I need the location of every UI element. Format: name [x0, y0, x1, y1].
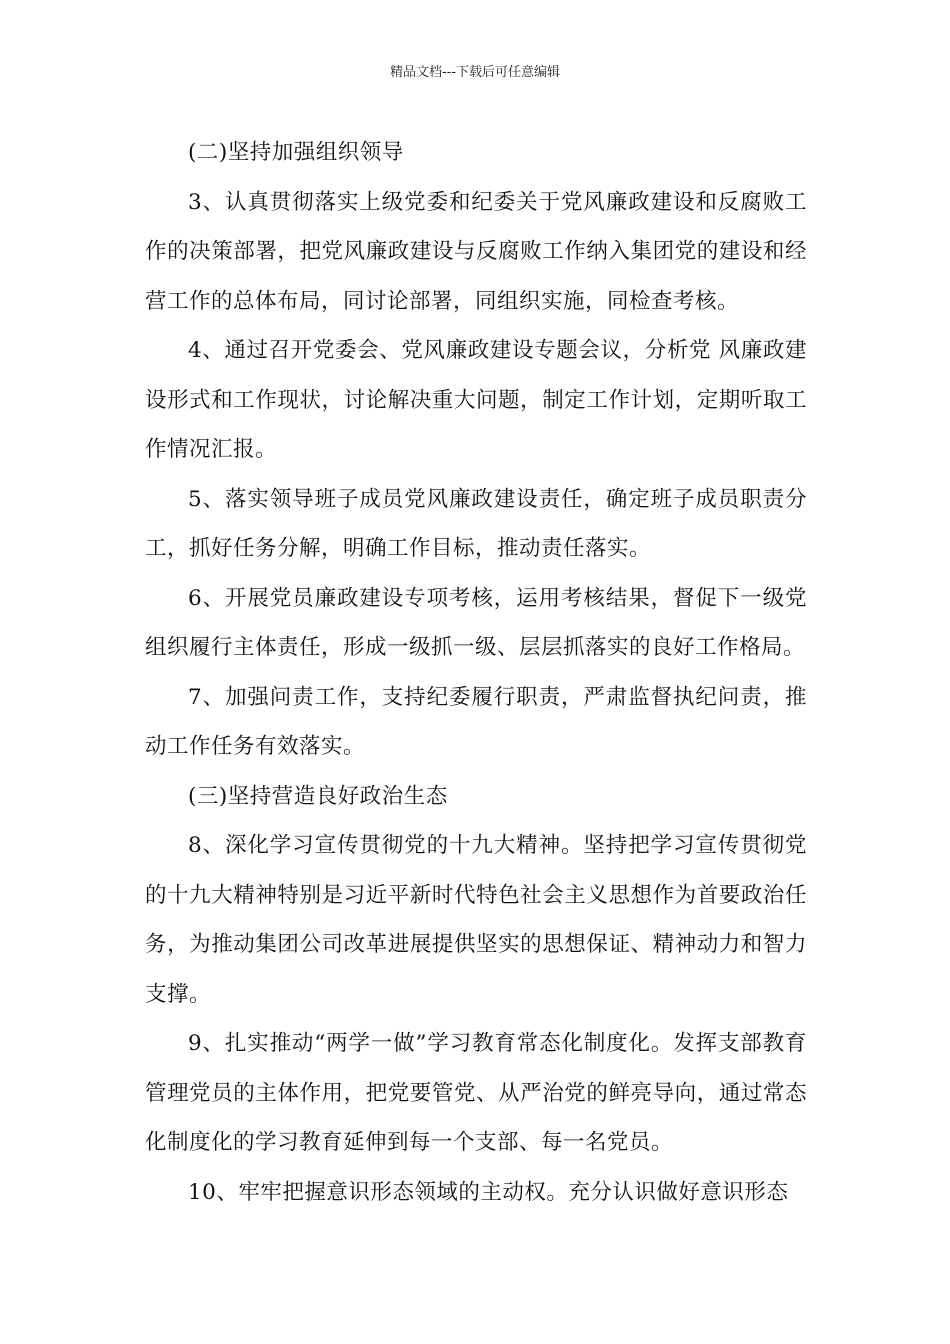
document-body [145, 128, 807, 1217]
paragraph-item-7: 7、加强问责工作，支持纪委履行职责，严肃监督执纪问责，推动工作任务有效落实。 [145, 684, 807, 759]
paragraph-item-10: 10、牢牢把握意识形态领域的主动权。充分认识做好意识形态 [188, 1179, 789, 1205]
paragraph-item-3: 3、认真贯彻落实上级党委和纪委关于党风廉政建设和反腐败工作的决策部署，把党风廉政建设与反腐败工作纳入集团党的建设和经营工作的总体布局，同讨论部署，同组织实施，同检查考核。 [145, 189, 807, 314]
paragraph-item-5: 5、落实领导班子成员党风廉政建设责任，确定班子成员职责分工，抓好任务分解，明确工作目标，推动责任落实。 [145, 486, 807, 561]
paragraph-item-4: 4、通过召开党委会、党风廉政建设专题会议，分析党 风廉政建设形式和工作现状，讨论解决重大问题，制定工作计划，定期听取工作情况汇报。 [145, 338, 807, 462]
section-heading-3: (三)坚持营造良好政治生态 [188, 783, 448, 809]
page-header: 精品文档---下载后可任意编辑 [389, 65, 561, 80]
section-heading-2: (二)坚持加强组织领导 [188, 140, 404, 165]
paragraph-item-8: 8、深化学习宣传贯彻党的十九大精神。坚持把学习宣传贯彻党的十九大精神特别是习近平新时代特色社会主义思想作为首要政治任务，为推动集团公司改革进展提供坚实的思想保证、精神动力和智力支撑。 [145, 833, 807, 1007]
paragraph-item-6: 6、开展党员廉政建设专项考核，运用考核结果，督促下一级党组织履行主体责任，形成一级抓一级、层层抓落实的良好工作格局。 [145, 585, 807, 660]
paragraph-item-9: 9、扎实推动“两学一做”学习教育常态化制度化。发挥支部教育管理党员的主体作用，把党要管党、从严治党的鲜亮导向，通过常态化制度化的学习教育延伸到每一个支部、每一名党员。 [145, 1031, 807, 1155]
